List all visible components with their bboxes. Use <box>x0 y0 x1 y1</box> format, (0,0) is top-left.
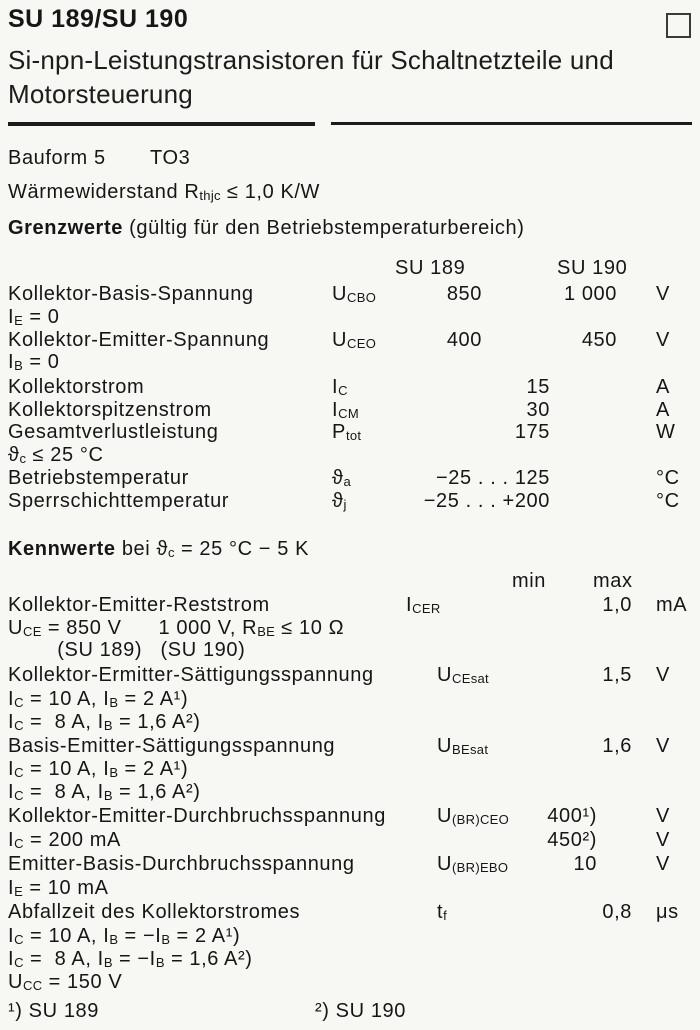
parameter-label: Kollektor-Ermitter-Sättigungsspannung <box>8 664 374 686</box>
table-row <box>0 805 700 829</box>
value-max: 1,6 <box>602 735 632 757</box>
parameter-symbol: $U_{BEsat}$ <box>437 735 489 757</box>
page-subtitle-line1: Si-npn-Leistungstransistoren für Schaltnetzteile und <box>8 45 614 75</box>
kennwerte-heading-bold: Kennwerte <box>8 538 116 560</box>
unit: V <box>656 805 670 827</box>
condition-text: $U_{CE} = 850$ V 1 000 V, $R_{BE} \le 10$ Ω <box>8 617 345 639</box>
grenzwerte-heading <box>0 217 700 241</box>
condition-line <box>0 948 700 972</box>
parameter-symbol: $U_{CEO}$ <box>332 329 377 351</box>
table-row <box>0 467 700 491</box>
parameter-symbol: $ϑ_j$ <box>332 490 347 512</box>
value-su189: 400 <box>446 329 482 351</box>
divider-rule-left <box>8 122 315 126</box>
unit: °C <box>656 467 680 489</box>
table-row <box>0 594 700 618</box>
grenzwerte-heading-text <box>8 217 524 240</box>
condition-line <box>0 617 700 641</box>
parameter-label: Sperrschichttemperatur <box>8 490 230 512</box>
value-min: 10 <box>573 853 597 875</box>
parameter-label: Kollektor-Emitter-Durchbruchsspannung <box>8 805 386 827</box>
value-su189: 850 <box>446 283 482 305</box>
parameter-symbol: $I_{CM}$ <box>332 399 359 421</box>
value-max: 1,5 <box>602 664 632 686</box>
grenzwerte-heading-rest: (gültig für den Betriebstemperaturbereich) <box>122 217 525 239</box>
value-shared: −25 . . . +200 <box>423 490 550 512</box>
value-min: 450²) <box>547 829 597 851</box>
column-header-min: min <box>512 570 547 592</box>
table-row <box>0 376 700 400</box>
parameter-label: Gesamtverlustleistung <box>8 421 219 443</box>
kennwerte-heading-rest: bei $ϑ_c = 25$ °C − 5 K <box>115 538 310 560</box>
parameter-label: Betriebstemperatur <box>8 467 189 489</box>
table-row <box>0 664 700 688</box>
condition-text: $I_C = 8$ A, $I_B = -I_B = 1,6$ A²) <box>8 948 253 970</box>
condition-line <box>0 351 700 375</box>
bauform-line <box>0 147 700 171</box>
thermal-resistance-line <box>0 181 700 205</box>
column-header-su189: SU 189 <box>395 257 466 279</box>
condition-line <box>0 877 700 901</box>
value-shared: 15 <box>526 376 550 398</box>
value-min: 400¹) <box>547 805 597 827</box>
unit: mA <box>656 594 688 616</box>
value-shared: 30 <box>526 399 550 421</box>
value-su190: 1 000 <box>563 283 617 305</box>
divider-rule-right <box>331 122 692 125</box>
corner-square-icon <box>666 13 691 38</box>
parameter-label: Basis-Emitter-Sättigungsspannung <box>8 735 336 757</box>
unit: V <box>656 664 670 686</box>
parameter-label: Kollektor-Emitter-Reststrom <box>8 594 270 616</box>
table-row <box>0 283 700 307</box>
parameter-symbol: $U_{(BR)CEO}$ <box>437 805 510 827</box>
unit: V <box>656 853 670 875</box>
condition-line <box>0 971 700 995</box>
condition-text: (SU 189) (SU 190) <box>8 639 246 661</box>
unit: V <box>656 329 670 351</box>
condition-text: $I_E = 10$ mA <box>8 877 109 899</box>
condition-text: $U_{CC} = 150$ V <box>8 971 123 993</box>
kennwerte-heading-text <box>8 538 309 561</box>
condition-line <box>0 925 700 949</box>
parameter-symbol: $I_{CER}$ <box>406 594 441 616</box>
parameter-symbol: $ϑ_a$ <box>332 467 352 489</box>
condition-text: $I_C = 8$ A, $I_B = 1,6$ A²) <box>8 781 201 803</box>
bauform-value: TO3 <box>150 147 191 169</box>
condition-text: $I_E = 0$ <box>8 306 60 328</box>
footnote-1: ¹) SU 189 <box>8 1000 99 1022</box>
condition-line <box>0 688 700 712</box>
condition-line <box>0 639 700 663</box>
unit: °C <box>656 490 680 512</box>
table-row <box>0 421 700 445</box>
parameter-symbol: $U_{CEsat}$ <box>437 664 489 686</box>
value-shared: 175 <box>514 421 550 443</box>
unit: V <box>656 829 670 851</box>
condition-line <box>0 444 700 468</box>
condition-line <box>0 758 700 782</box>
thermal-resistance-text: Wärmewiderstand $R_{thjc} \le 1,0$ K/W <box>8 181 321 203</box>
footnote-2: ²) SU 190 <box>315 1000 406 1022</box>
table-row <box>0 901 700 925</box>
value-max: 0,8 <box>602 901 632 923</box>
parameter-symbol: $t_f$ <box>437 901 448 923</box>
column-header-max: max <box>593 570 633 592</box>
kennwerte-column-headers <box>0 570 700 594</box>
unit: A <box>656 399 670 421</box>
table-row <box>0 329 700 353</box>
parameter-symbol: $P_{tot}$ <box>332 421 362 443</box>
parameter-label: Kollektor-Basis-Spannung <box>8 283 254 305</box>
condition-line <box>0 829 700 853</box>
kennwerte-heading <box>0 538 700 562</box>
condition-line <box>0 781 700 805</box>
condition-text: $ϑ_c \le 25$ °C <box>8 444 104 466</box>
condition-text: $I_C = 10$ A, $I_B = 2$ A¹) <box>8 758 189 780</box>
page-title: SU 189/SU 190 <box>8 5 189 33</box>
value-shared: −25 . . . 125 <box>436 467 550 489</box>
condition-text: $I_C = 10$ A, $I_B = 2$ A¹) <box>8 688 189 710</box>
grenzwerte-column-headers <box>0 257 700 281</box>
parameter-symbol: $I_C$ <box>332 376 348 398</box>
parameter-label: Emitter-Basis-Durchbruchsspannung <box>8 853 355 875</box>
condition-text: $I_C = 10$ A, $I_B = -I_B = 2$ A¹) <box>8 925 241 947</box>
column-header-su190: SU 190 <box>557 257 628 279</box>
unit: W <box>656 421 676 443</box>
table-row <box>0 399 700 423</box>
table-row <box>0 490 700 514</box>
parameter-label: Kollektor-Emitter-Spannung <box>8 329 270 351</box>
unit: μs <box>656 901 679 923</box>
parameter-label: Abfallzeit des Kollektorstromes <box>8 901 301 923</box>
condition-line <box>0 306 700 330</box>
condition-text: $I_C = 8$ A, $I_B = 1,6$ A²) <box>8 711 201 733</box>
parameter-label: Kollektorspitzenstrom <box>8 399 212 421</box>
parameter-symbol: $U_{(BR)EBO}$ <box>437 853 509 875</box>
value-max: 1,0 <box>602 594 632 616</box>
parameter-symbol: $U_{CBO}$ <box>332 283 377 305</box>
value-su190: 450 <box>581 329 617 351</box>
grenzwerte-heading-bold: Grenzwerte <box>8 217 123 239</box>
unit: V <box>656 283 670 305</box>
condition-line <box>0 711 700 735</box>
table-row <box>0 853 700 877</box>
condition-text: $I_B = 0$ <box>8 351 60 373</box>
unit: V <box>656 735 670 757</box>
table-row <box>0 735 700 759</box>
condition-text: $I_C = 200$ mA <box>8 829 121 851</box>
page-subtitle-line2: Motorsteuerung <box>8 79 193 109</box>
parameter-label: Kollektorstrom <box>8 376 145 398</box>
footnotes-line <box>0 1000 700 1024</box>
bauform-label: Bauform 5 <box>8 147 106 169</box>
unit: A <box>656 376 670 398</box>
